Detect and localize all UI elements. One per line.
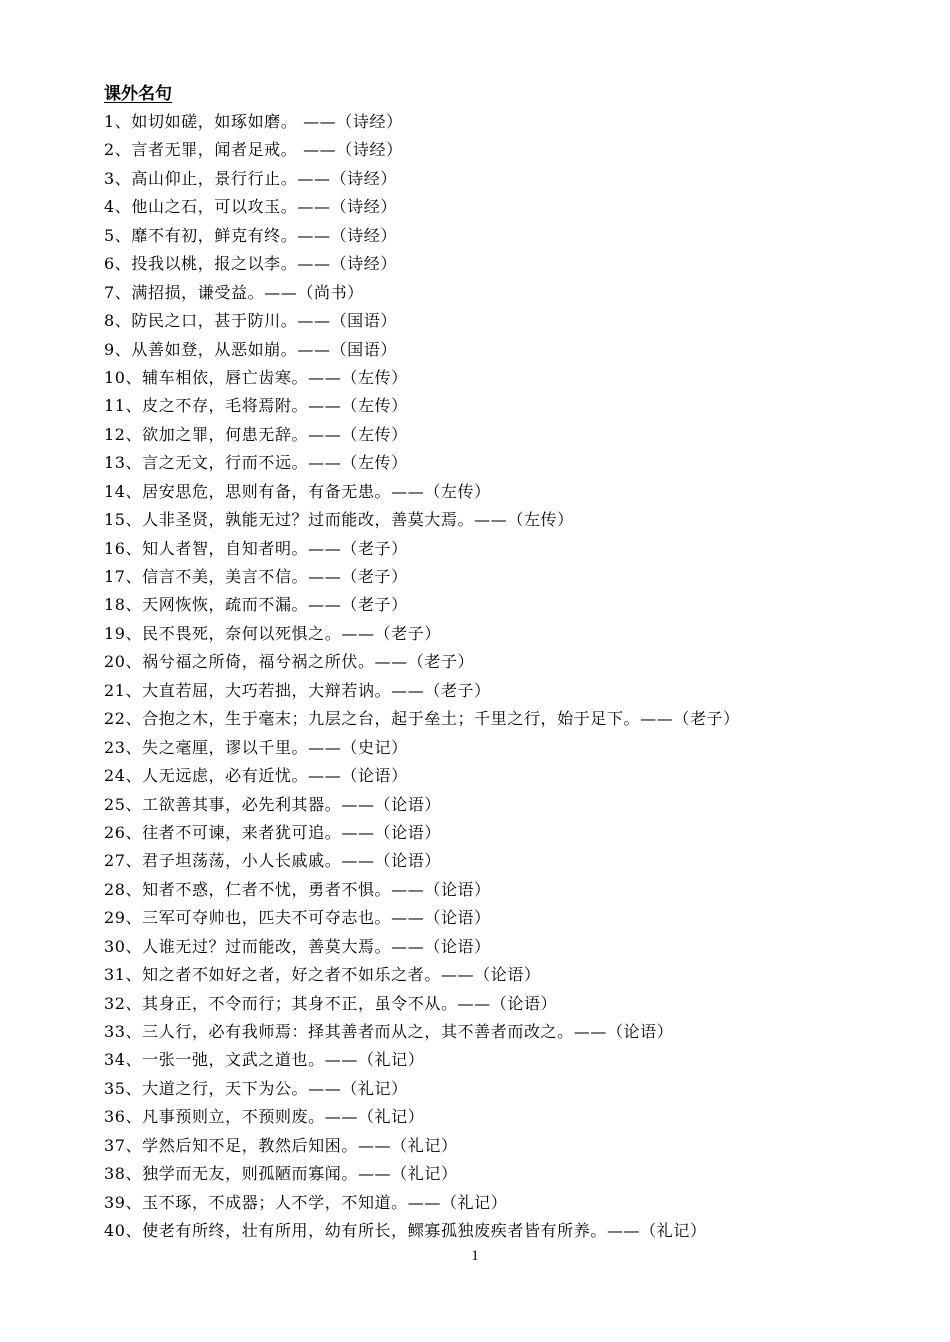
quote-line: 20、祸兮福之所倚，福兮祸之所伏。——（老子） <box>104 652 475 672</box>
quote-line: 19、民不畏死，奈何以死惧之。——（老子） <box>104 623 441 643</box>
quote-line: 16、知人者智，自知者明。——（老子） <box>104 538 408 558</box>
quote-line: 2、言者无罪，闻者足戒。 ——（诗经） <box>104 140 403 160</box>
quote-line: 37、学然后知不足，教然后知困。——（礼记） <box>104 1135 458 1155</box>
quote-line: 1、如切如磋，如琢如磨。 ——（诗经） <box>104 112 403 131</box>
quote-line: 8、防民之口，甚于防川。——（国语） <box>104 311 397 331</box>
quote-line: 25、工欲善其事，必先利其器。——（论语） <box>104 794 441 814</box>
quote-line: 13、言之无文，行而不远。——（左传） <box>104 453 408 473</box>
quote-line: 15、人非圣贤，孰能无过？过而能改，善莫大焉。——（左传） <box>104 510 574 530</box>
quote-line: 26、往者不可谏，来者犹可追。——（论语） <box>104 822 441 842</box>
quote-line: 14、居安思危，思则有备，有备无患。——（左传） <box>104 481 491 501</box>
quote-line: 9、从善如登，从恶如崩。——（国语） <box>104 339 397 359</box>
quote-line: 22、合抱之木，生于毫末；九层之台，起于垒土；千里之行，始于足下。——（老子） <box>104 709 740 729</box>
quote-line: 18、天网恢恢，疏而不漏。——（老子） <box>104 595 408 615</box>
quote-line: 7、满招损，谦受益。——（尚书） <box>104 282 364 302</box>
quote-line: 6、投我以桃，报之以李。——（诗经） <box>104 254 397 274</box>
quote-line: 31、知之者不如好之者，好之者不如乐之者。——（论语） <box>104 965 541 985</box>
quote-line: 28、知者不惑，仁者不忧，勇者不惧。——（论语） <box>104 879 491 899</box>
quote-line: 3、高山仰止，景行行止。——（诗经） <box>104 168 397 188</box>
quote-line: 32、其身正，不令而行；其身不正，虽令不从。——（论语） <box>104 993 558 1013</box>
quote-list <box>104 108 924 1246</box>
quote-line: 17、信言不美，美言不信。——（老子） <box>104 567 408 586</box>
quote-line: 36、凡事预则立，不预则废。——（礼记） <box>104 1107 425 1127</box>
quote-line: 12、欲加之罪，何患无辞。——（左传） <box>104 424 408 444</box>
quote-line: 4、他山之石，可以攻玉。——（诗经） <box>104 197 397 217</box>
quote-line: 24、人无远虑，必有近忧。——（论语） <box>104 766 408 786</box>
quote-line: 40、使老有所终，壮有所用，幼有所长，鳏寡孤独废疾者皆有所养。——（礼记） <box>104 1221 707 1241</box>
quote-line: 34、一张一弛，文武之道也。——（礼记） <box>104 1050 425 1070</box>
quote-line: 5、靡不有初，鲜克有终。——（诗经） <box>104 225 397 245</box>
quote-line: 10、辅车相依，唇亡齿寒。——（左传） <box>104 367 408 387</box>
quote-line: 30、人谁无过？过而能改，善莫大焉。——（论语） <box>104 936 491 956</box>
quote-line: 23、失之毫厘，谬以千里。——（史记） <box>104 737 408 757</box>
page-number: 1 <box>471 1248 479 1264</box>
quote-line: 38、独学而无友，则孤陋而寡闻。——（礼记） <box>104 1164 458 1184</box>
page-title: 课外名句 <box>104 84 172 104</box>
quote-line: 11、皮之不存，毛将焉附。——（左传） <box>104 396 408 416</box>
document-page <box>104 80 924 1246</box>
quote-line: 27、君子坦荡荡，小人长戚戚。——（论语） <box>104 851 441 871</box>
quote-line: 29、三军可夺帅也，匹夫不可夺志也。——（论语） <box>104 908 491 928</box>
quote-line: 21、大直若屈，大巧若拙，大辩若讷。——（老子） <box>104 680 491 700</box>
quote-line: 39、玉不琢，不成器；人不学，不知道。——（礼记） <box>104 1192 508 1212</box>
quote-line: 33、三人行，必有我师焉：择其善者而从之，其不善者而改之。——（论语） <box>104 1022 674 1041</box>
quote-line: 35、大道之行，天下为公。——（礼记） <box>104 1078 408 1098</box>
